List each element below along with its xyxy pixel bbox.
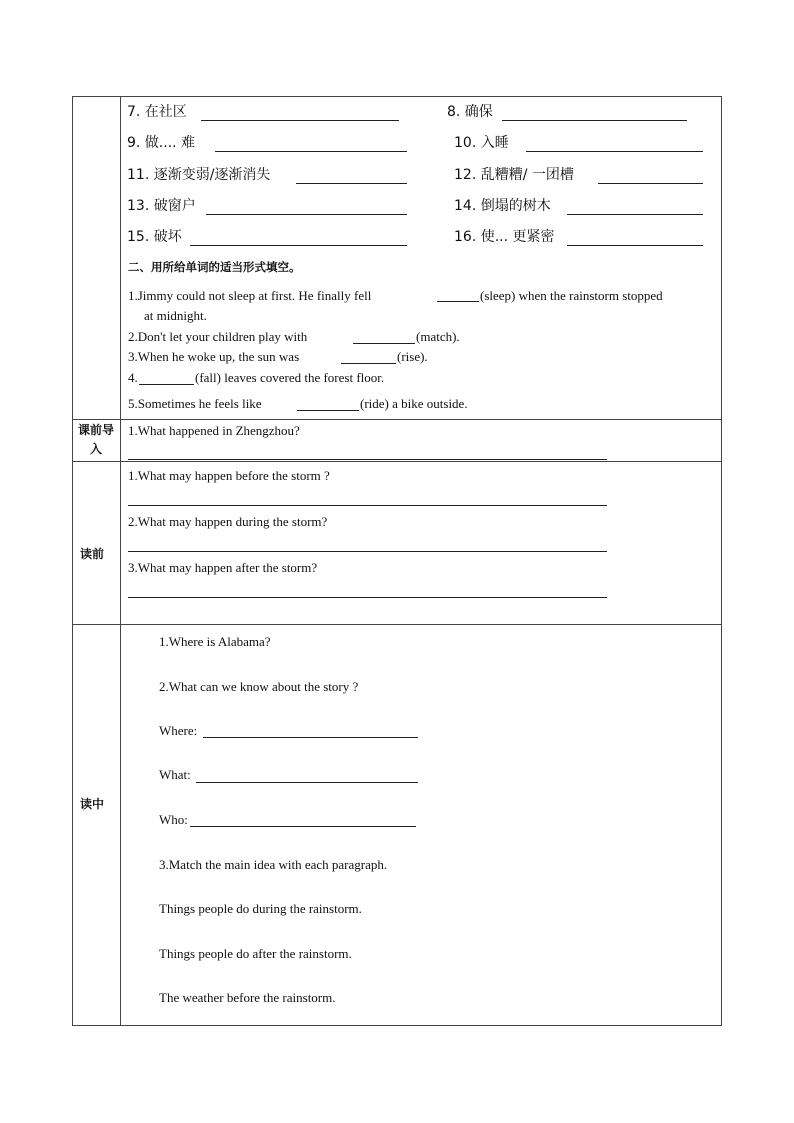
table-column-divider (120, 96, 121, 1026)
blank-12[interactable] (598, 183, 703, 184)
row-divider-2 (72, 461, 722, 462)
vocab-item-11: 11. 逐渐变弱/逐渐消失 (127, 167, 271, 183)
pre-reading-answer-3[interactable] (128, 597, 607, 598)
vocab-item-12: 12. 乱糟糟/ 一团槽 (454, 167, 574, 183)
blank-11[interactable] (296, 183, 407, 184)
exercise-2-blank[interactable] (353, 343, 415, 344)
vocab-item-9: 9. 做.... 难 (127, 135, 196, 151)
vocab-item-7: 7. 在社区 (127, 104, 187, 120)
vocab-item-15: 15. 破坏 (127, 229, 182, 245)
while-reading-label: 读中 (80, 797, 105, 811)
paragraph-idea-3: The weather before the rainstorm. (159, 990, 336, 1005)
exercise-1-text-a: 1.Jimmy could not sleep at first. He finally fell (128, 288, 372, 303)
exercise-1-blank[interactable] (437, 301, 479, 302)
exercise-1-text-c: at midnight. (144, 308, 207, 323)
while-reading-question-1: 1.Where is Alabama? (159, 634, 271, 649)
exercise-1-text-b: (sleep) when the rainstorm stopped (480, 288, 663, 303)
what-answer-line[interactable] (196, 782, 418, 783)
blank-9[interactable] (215, 151, 407, 152)
exercise-3-text-b: (rise). (397, 349, 428, 364)
pre-reading-label: 读前 (80, 547, 105, 561)
exercise-4-text-b: (fall) leaves covered the forest floor. (195, 370, 385, 385)
exercise-4-text-a: 4. (128, 370, 138, 385)
pre-class-answer-line[interactable] (128, 459, 607, 460)
pre-class-label: 课前导入 (77, 423, 114, 456)
blank-7[interactable] (201, 120, 399, 121)
who-answer-line[interactable] (190, 826, 416, 827)
pre-reading-question-2: 2.What may happen during the storm? (128, 514, 328, 529)
blank-15[interactable] (190, 245, 407, 246)
exercise-5-text-a: 5.Sometimes he feels like (128, 396, 262, 411)
paragraph-idea-2: Things people do after the rainstorm. (159, 946, 352, 961)
exercise-4-blank[interactable] (139, 384, 194, 385)
row-divider-3 (72, 624, 722, 625)
pre-class-question-1: 1.What happened in Zhengzhou? (128, 423, 300, 438)
pre-reading-question-3: 3.What may happen after the storm? (128, 560, 318, 575)
pre-reading-question-1: 1.What may happen before the storm ? (128, 468, 330, 483)
paragraph-idea-1: Things people do during the rainstorm. (159, 901, 362, 916)
exercise-3-blank[interactable] (341, 363, 396, 364)
exercise-2-text-a: 2.Don't let your children play with (128, 329, 308, 344)
while-reading-question-3: 3.Match the main idea with each paragraph. (159, 857, 388, 872)
vocab-item-10: 10. 入睡 (454, 135, 509, 151)
vocab-item-14: 14. 倒塌的树木 (454, 198, 551, 214)
blank-13[interactable] (206, 214, 407, 215)
exercise-5-blank[interactable] (297, 410, 359, 411)
pre-reading-answer-2[interactable] (128, 551, 607, 552)
blank-16[interactable] (567, 245, 703, 246)
blank-8[interactable] (502, 120, 687, 121)
what-label: What: (159, 767, 191, 782)
exercise-3-text-a: 3.When he woke up, the sun was (128, 349, 300, 364)
who-label: Who: (159, 812, 188, 827)
pre-reading-answer-1[interactable] (128, 505, 607, 506)
vocab-item-16: 16. 使... 更紧密 (454, 229, 555, 245)
where-answer-line[interactable] (203, 737, 418, 738)
exercise-2-text-b: (match). (416, 329, 460, 344)
blank-10[interactable] (526, 151, 703, 152)
section-2-title: 二、用所给单词的适当形式填空。 (128, 260, 301, 274)
vocab-item-13: 13. 破窗户 (127, 198, 196, 214)
blank-14[interactable] (567, 214, 703, 215)
where-label: Where: (159, 723, 198, 738)
vocab-item-8: 8. 确保 (447, 104, 493, 120)
row-divider-1 (72, 419, 722, 420)
while-reading-question-2: 2.What can we know about the story ? (159, 679, 359, 694)
exercise-5-text-b: (ride) a bike outside. (360, 396, 468, 411)
